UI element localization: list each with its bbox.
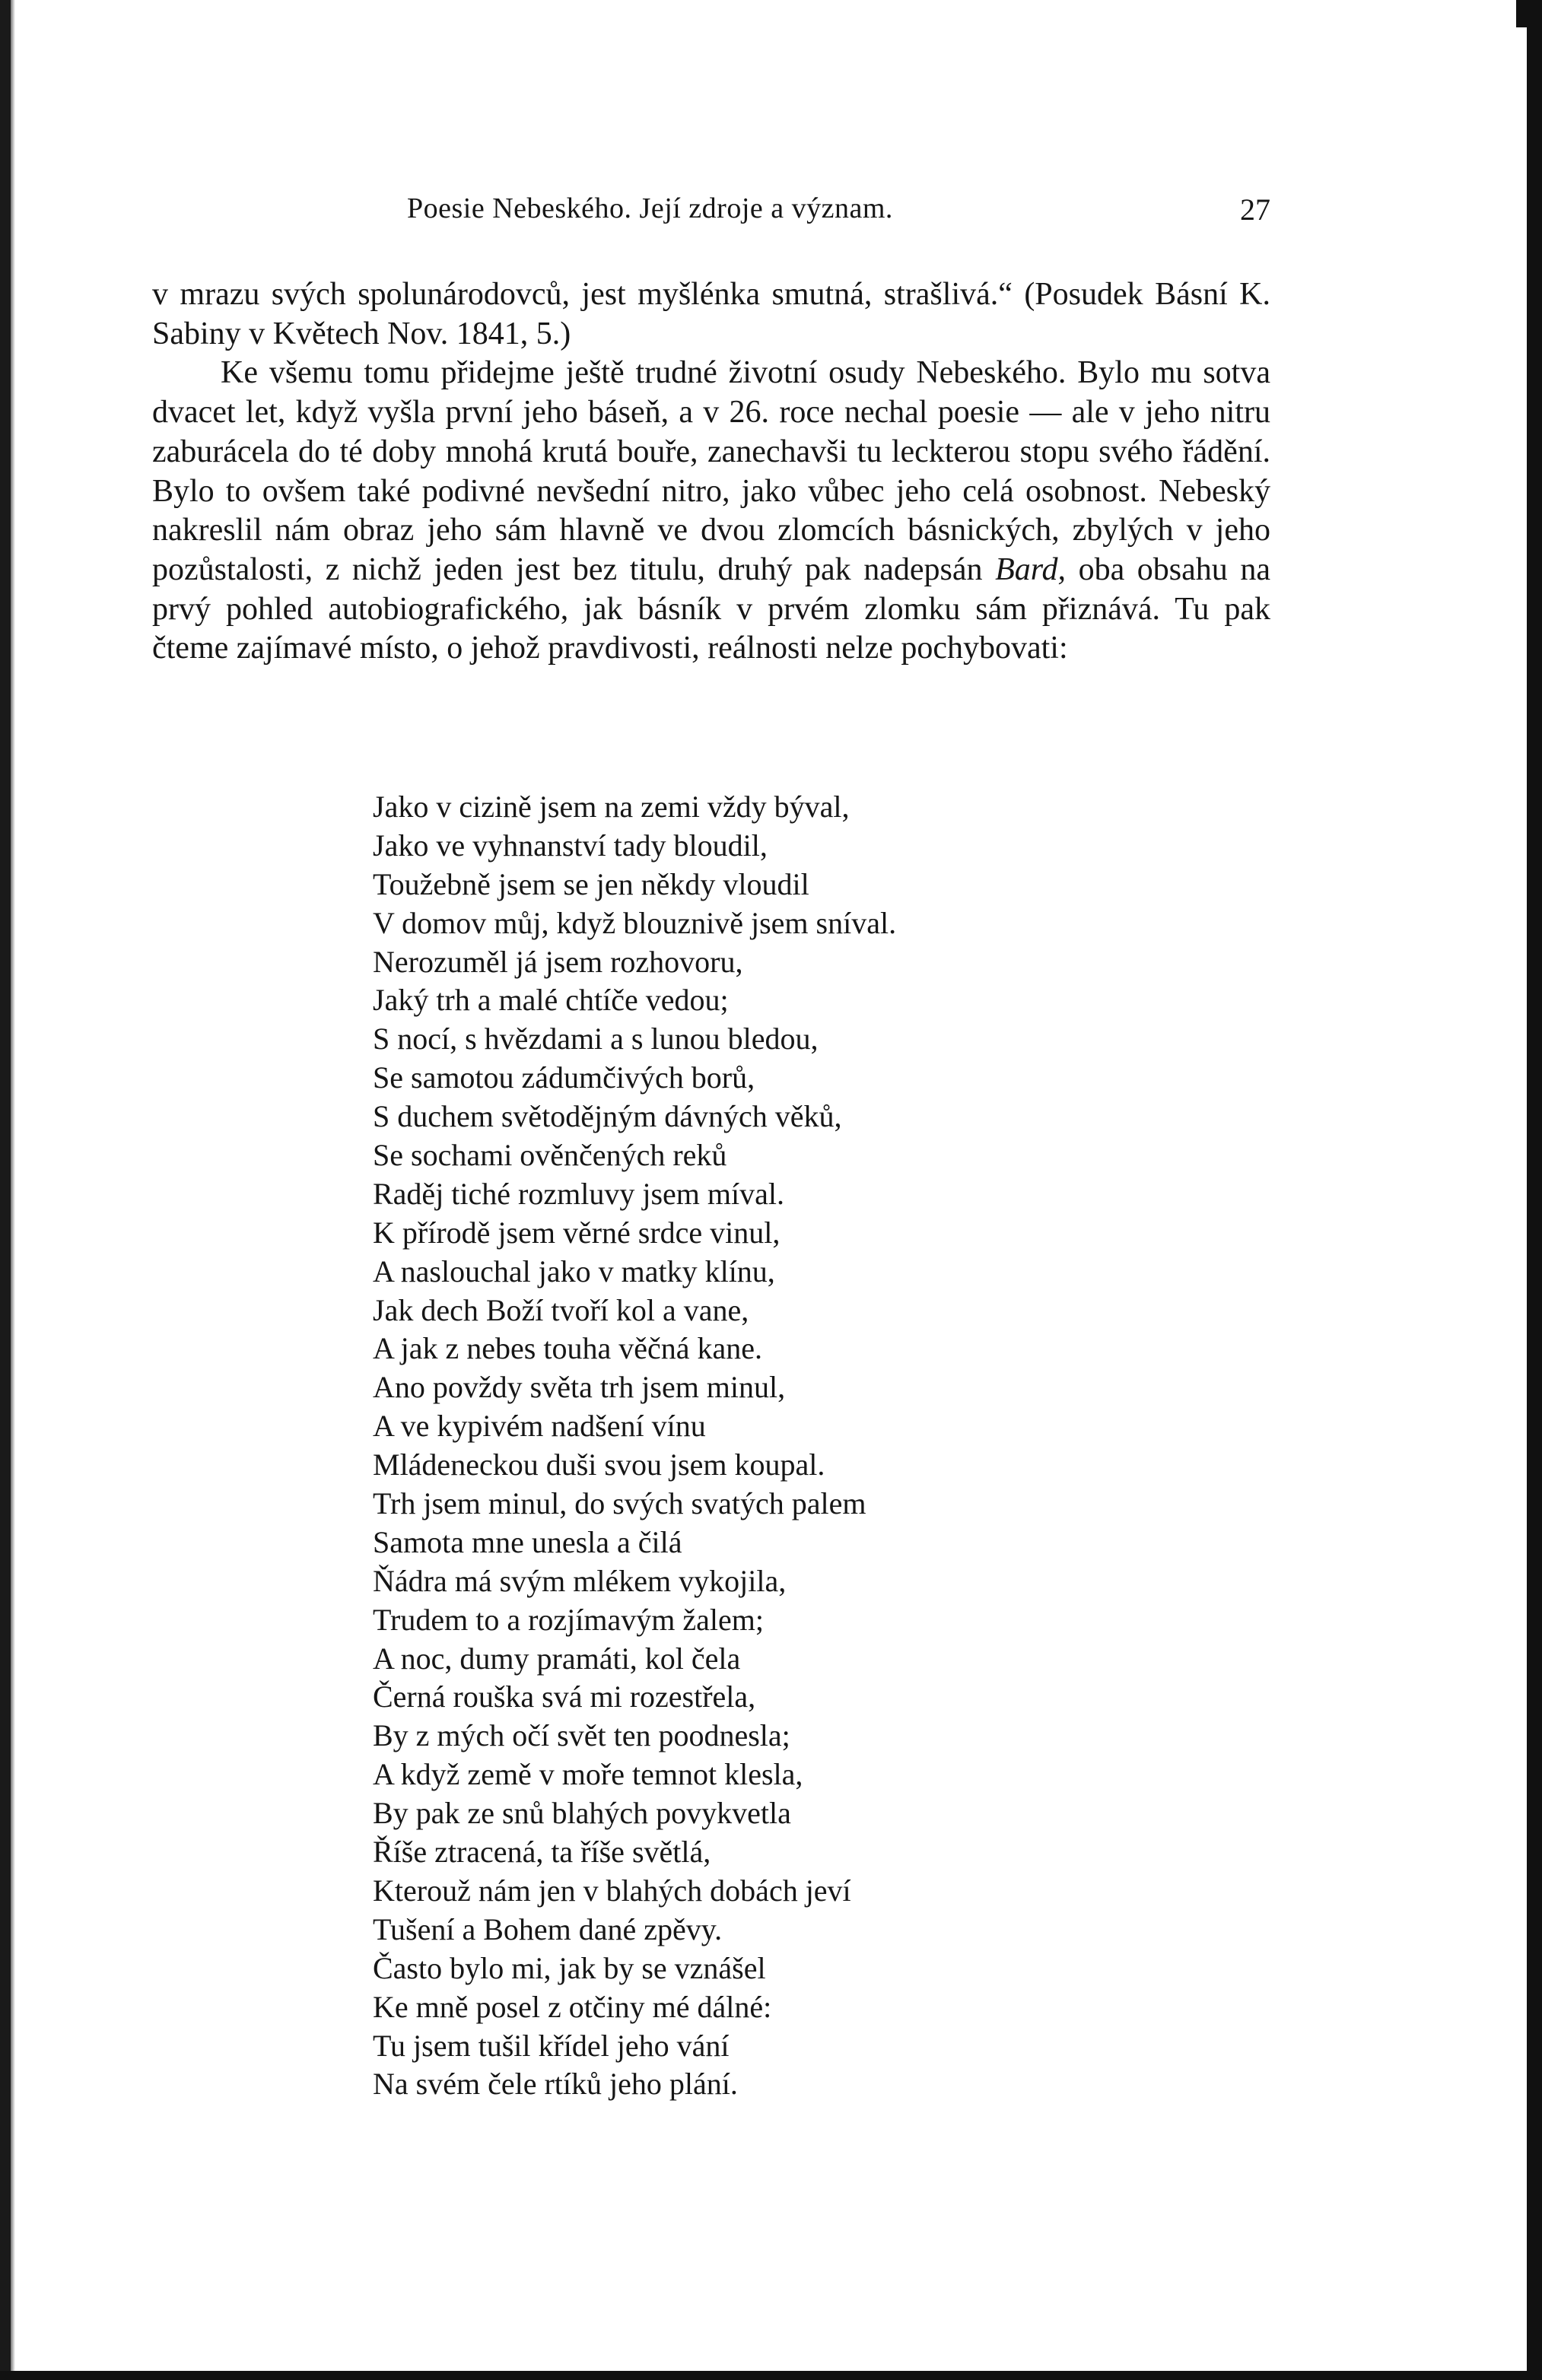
poem-line: S nocí, s hvězdami a s lunou bledou, (373, 1022, 819, 1057)
poem-line: Trudem to a rozjímavým žalem; (373, 1602, 764, 1637)
poem-line: A jak z nebes touha věčná kane. (373, 1331, 763, 1366)
poem-line: S duchem světodějným dávných věků, (373, 1099, 842, 1134)
paragraph: v mrazu svých spolunárodovců, jest myšlénka smutná, strašlivá.“ (Posudek Básní K. Sabiny v Květech Nov. 1841, 5.) (152, 277, 1270, 351)
poem-line: Ňádra má svým mlékem vykojila, (373, 1563, 787, 1598)
poem-line: Tu jsem tušil křídel jeho vání (373, 2028, 730, 2063)
poem-line: Říše ztracená, ta říše světlá, (373, 1835, 711, 1870)
poem-line: Na svém čele rtíků jeho plání. (373, 2067, 738, 2102)
poem-line: Tušení a Bohem dané zpěvy. (373, 1911, 723, 1946)
scan-border-right (1527, 0, 1542, 2380)
poem-line: Černá rouška svá mi rozestřela, (373, 1679, 756, 1714)
poem-line: Jak dech Boží tvoří kol a vane, (373, 1292, 749, 1327)
poem-line: Raděj tiché rozmluvy jsem míval. (373, 1176, 784, 1211)
poem-line: Jako v cizině jsem na zemi vždy býval, (373, 790, 850, 824)
poem-line: By pak ze snů blahých povykvetla (373, 1796, 791, 1831)
poem-line: K přírodě jsem věrné srdce vinul, (373, 1215, 781, 1250)
poem-line: Mládeneckou duši svou jsem koupal. (373, 1447, 825, 1482)
poem-line: Jako ve vyhnanství tady bloudil, (373, 828, 768, 863)
poem-line: Kterouž nám jen v blahých dobách jeví (373, 1873, 851, 1908)
poem-line: Samota mne unesla a čilá (373, 1524, 682, 1559)
paragraph-text: oba obsahu na prvý pohled autobiografického, jak básník v prvém zlomku sám přiznává. Tu pak čteme zajímavé místo, o jehož pravdivosti, reálnosti nelze pochybovati: (152, 551, 1270, 666)
poem-line: Trh jsem minul, do svých svatých palem (373, 1486, 866, 1521)
poem-line: A když země v moře temnot klesla, (373, 1757, 803, 1792)
poem-line: Se sochami ověnčených reků (373, 1138, 727, 1173)
poem-line: A noc, dumy pramáti, kol čela (373, 1641, 741, 1676)
scan-corner-top (1516, 0, 1527, 27)
poem-line: A ve kypivém nadšení vínu (373, 1409, 706, 1444)
poem-line: V domov můj, když blouznivě jsem sníval. (373, 905, 897, 940)
poem-line: Ke mně posel z otčiny mé dálné: (373, 1989, 772, 2024)
scan-border-bottom (0, 2371, 1542, 2380)
poem-line: By z mých očí svět ten poodnesla; (373, 1718, 790, 1753)
page-header (152, 192, 1270, 237)
poem-line: Nerozuměl já jsem rozhovoru, (373, 944, 743, 979)
poem-title: Bard, (995, 551, 1067, 587)
poem-line: Toužebně jsem se jen někdy vloudil (373, 866, 809, 901)
poem-line: Se samotou zádumčivých borů, (373, 1060, 755, 1095)
poem-line: A naslouchal jako v matky klínu, (373, 1254, 775, 1289)
paragraph (152, 354, 1270, 669)
paragraph-text: Ke všemu tomu přidejme ještě trudné životní osudy Nebeského. Bylo mu sotva dvacet let, když vyšla první jeho báseň, a v 26. roce nechal poesie — ale v jeho nitru zaburácela do té doby mnohá krutá bouře, zanechavši tu leckterou stopu svého řádění. Bylo to ovšem také podivné nevšední nitro, jako vůbec jeho celá osobnost. Nebeský nakreslil nám obraz jeho sám hlavně ve dvou zlomcích básnických, zbylých v jeho pozůstalosti, z nichž jeden jest bez titulu, druhý pak nadepsán (152, 355, 1270, 587)
poem-block (373, 788, 1210, 2104)
poem-line: Ano povždy světa trh jsem minul, (373, 1370, 786, 1405)
body-text (152, 275, 1270, 669)
poem-line: Jaký trh a malé chtíče vedou; (373, 983, 729, 1018)
scan-border-left (0, 0, 11, 2380)
page-number: 27 (1240, 192, 1270, 227)
poem-line: Často bylo mi, jak by se vznášel (373, 1950, 766, 1985)
running-head: Poesie Nebeského. Její zdroje a význam. (407, 192, 893, 224)
